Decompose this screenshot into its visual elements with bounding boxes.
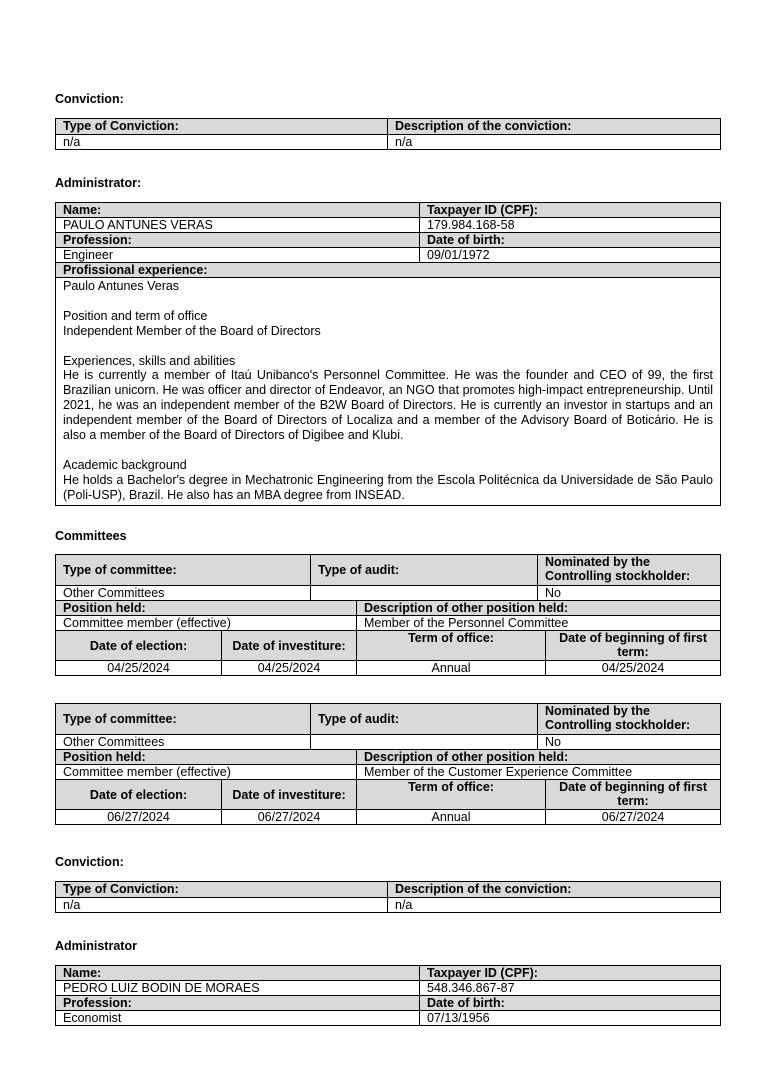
committee-table <box>55 703 721 825</box>
conviction-heading: Conviction: <box>55 92 124 106</box>
term-of-office-label: Term of office: <box>357 780 546 810</box>
term-of-office-value: Annual <box>357 661 546 676</box>
nominated-by-controlling-label: Nominated by the Controlling stockholder: <box>538 704 721 735</box>
experience-skills-text: He is currently a member of Itaú Unibanco's Personnel Committee. He was the founder and CEO of 99, the first Brazilian unicorn. He was officer and director of Endeavor, an NGO that promotes high-impact entrepreneurship. Until 2021, he was an independent member of the B2W Board of Directors. He is currently an investor in startups and an independent member of the Board of Directors of Localiza and a member of the Advisory Board of Boticário. He is also a member of the Board of Directors of Digibee and Klubi. <box>63 368 713 443</box>
name-value: PAULO ANTUNES VERAS <box>56 218 420 233</box>
experience-academic-title: Academic background <box>63 457 187 472</box>
other-position-value: Member of the Personnel Committee <box>357 616 721 631</box>
date-of-birth-value: 09/01/1972 <box>420 248 721 263</box>
other-position-label: Description of other position held: <box>357 601 721 616</box>
position-held-value: Committee member (effective) <box>56 765 357 780</box>
taxpayer-id-label: Taxpayer ID (CPF): <box>420 966 721 981</box>
profession-value: Engineer <box>56 248 420 263</box>
administrator-heading: Administrator: <box>55 176 142 190</box>
date-first-term-label: Date of beginning of first term: <box>546 780 721 810</box>
administrator-table <box>55 202 721 506</box>
taxpayer-id-value: 179.984.168-58 <box>420 218 721 233</box>
date-of-birth-value: 07/13/1956 <box>420 1011 721 1026</box>
other-position-value: Member of the Customer Experience Committee <box>357 765 721 780</box>
type-of-audit-value <box>311 586 538 601</box>
conviction-table <box>55 881 721 913</box>
date-of-election-value: 04/25/2024 <box>56 661 222 676</box>
professional-experience-text <box>56 278 721 506</box>
date-of-election-label: Date of election: <box>56 780 222 810</box>
conviction-table <box>55 118 721 150</box>
date-of-birth-label: Date of birth: <box>420 996 721 1011</box>
description-of-conviction-value: n/a <box>388 898 721 913</box>
profession-value: Economist <box>56 1011 420 1026</box>
type-of-committee-label: Type of committee: <box>56 704 311 735</box>
taxpayer-id-value: 548.346.867-87 <box>420 981 721 996</box>
experience-position-value: Independent Member of the Board of Directors <box>63 323 321 338</box>
administrator-heading: Administrator <box>55 939 137 953</box>
professional-experience-label: Profissional experience: <box>56 263 721 278</box>
conviction-heading: Conviction: <box>55 855 124 869</box>
date-first-term-value: 06/27/2024 <box>546 810 721 825</box>
position-held-label: Position held: <box>56 601 357 616</box>
experience-name: Paulo Antunes Veras <box>63 279 180 293</box>
nominated-value: No <box>538 735 721 750</box>
committees-heading: Committees <box>55 529 127 543</box>
date-of-investiture-label: Date of investiture: <box>222 631 357 661</box>
description-of-conviction-value: n/a <box>388 135 721 150</box>
date-first-term-value: 04/25/2024 <box>546 661 721 676</box>
experience-position-title: Position and term of office <box>63 308 208 323</box>
administrator-table <box>55 965 721 1026</box>
committee-table <box>55 554 721 676</box>
experience-skills-title: Experiences, skills and abilities <box>63 353 236 368</box>
type-of-conviction-value: n/a <box>56 135 388 150</box>
profession-label: Profession: <box>56 996 420 1011</box>
name-label: Name: <box>56 203 420 218</box>
experience-academic-text: He holds a Bachelor's degree in Mechatronic Engineering from the Escola Politécnica da Universidade de São Paulo (Poli-USP), Brazil. He also has an MBA degree from INSEAD. <box>63 472 713 502</box>
date-of-birth-label: Date of birth: <box>420 233 721 248</box>
type-of-conviction-label: Type of Conviction: <box>56 119 388 135</box>
date-of-investiture-value: 06/27/2024 <box>222 810 357 825</box>
taxpayer-id-label: Taxpayer ID (CPF): <box>420 203 721 218</box>
nominated-by-controlling-label: Nominated by the Controlling stockholder: <box>538 555 721 586</box>
type-of-audit-value <box>311 735 538 750</box>
position-held-label: Position held: <box>56 750 357 765</box>
position-held-value: Committee member (effective) <box>56 616 357 631</box>
date-of-investiture-label: Date of investiture: <box>222 780 357 810</box>
term-of-office-value: Annual <box>357 810 546 825</box>
nominated-value: No <box>538 586 721 601</box>
date-of-election-label: Date of election: <box>56 631 222 661</box>
type-of-committee-label: Type of committee: <box>56 555 311 586</box>
name-label: Name: <box>56 966 420 981</box>
description-of-conviction-label: Description of the conviction: <box>388 119 721 135</box>
date-of-election-value: 06/27/2024 <box>56 810 222 825</box>
name-value: PEDRO LUIZ BODIN DE MORAES <box>56 981 420 996</box>
type-of-conviction-value: n/a <box>56 898 388 913</box>
type-of-committee-value: Other Committees <box>56 586 311 601</box>
description-of-conviction-label: Description of the conviction: <box>388 882 721 898</box>
term-of-office-label: Term of office: <box>357 631 546 661</box>
type-of-audit-label: Type of audit: <box>311 555 538 586</box>
other-position-label: Description of other position held: <box>357 750 721 765</box>
date-first-term-label: Date of beginning of first term: <box>546 631 721 661</box>
type-of-conviction-label: Type of Conviction: <box>56 882 388 898</box>
type-of-committee-value: Other Committees <box>56 735 311 750</box>
date-of-investiture-value: 04/25/2024 <box>222 661 357 676</box>
profession-label: Profession: <box>56 233 420 248</box>
type-of-audit-label: Type of audit: <box>311 704 538 735</box>
